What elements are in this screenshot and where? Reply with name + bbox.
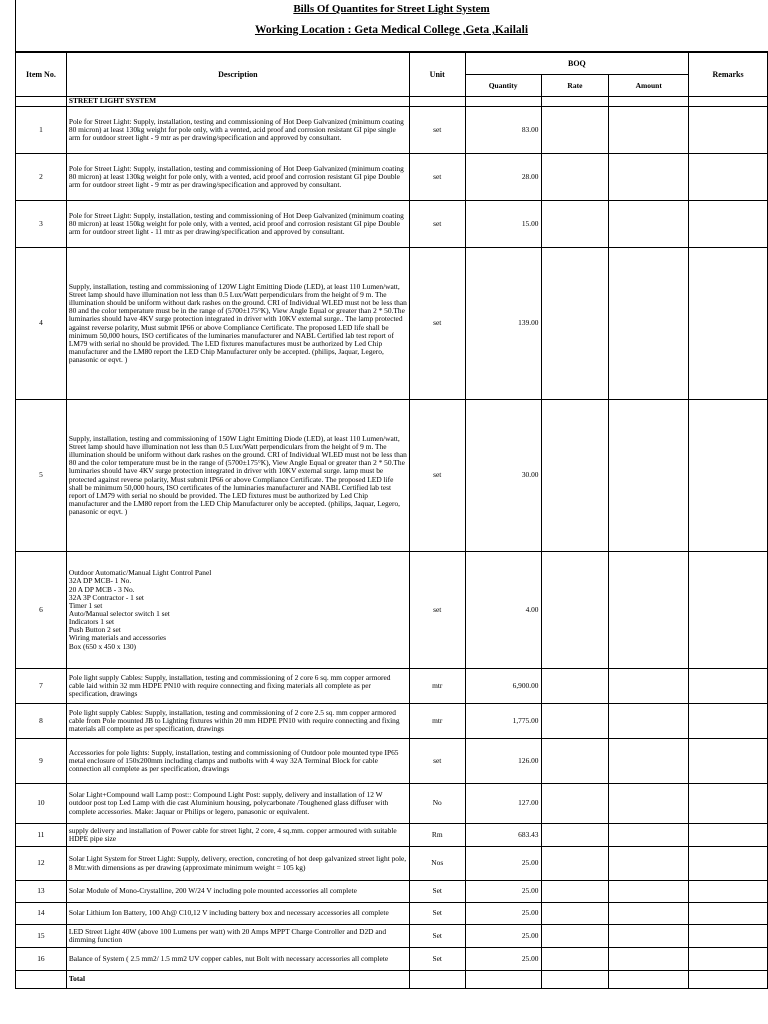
- item-amount: [609, 704, 689, 739]
- item-description: Solar Lithium Ion Battery, 100 Ah@ C10,12 V including battery box and necessary accessories all complete: [66, 903, 409, 925]
- column-header-amount: Amount: [609, 75, 689, 97]
- item-quantity: 126.00: [465, 739, 541, 784]
- total-row: [16, 971, 768, 989]
- item-rate: [541, 248, 609, 400]
- item-remarks: [689, 400, 768, 552]
- item-description: Solar Light+Compound wall Lamp post:: Compound Light Post: supply, delivery and installation of 12 W outdoor post top Led Lamp with die cast Aluminium housing, polycarbonate /Toughened glass diffuser with complete accessories. Make: Jaquar or Philips or legero, panasonic or equivalent.: [66, 784, 409, 824]
- item-number: 2: [16, 154, 67, 201]
- item-quantity: 25.00: [465, 925, 541, 948]
- item-number: 4: [16, 248, 67, 400]
- item-remarks: [689, 824, 768, 847]
- item-remarks: [689, 903, 768, 925]
- item-description: Balance of System ( 2.5 mm2/ 1.5 mm2 UV copper cables, nut Bolt with necessary accessories all complete: [66, 948, 409, 971]
- section-row: [16, 97, 768, 107]
- column-header-description: Description: [66, 53, 409, 97]
- table-row: [16, 847, 768, 881]
- item-remarks: [689, 925, 768, 948]
- item-remarks: [689, 201, 768, 248]
- item-rate: [541, 784, 609, 824]
- table-row: [16, 948, 768, 971]
- item-unit: No: [409, 784, 465, 824]
- table-row: [16, 739, 768, 784]
- item-rate: [541, 824, 609, 847]
- item-remarks: [689, 154, 768, 201]
- item-quantity: 25.00: [465, 948, 541, 971]
- item-amount: [609, 824, 689, 847]
- item-amount: [609, 400, 689, 552]
- item-unit: Set: [409, 948, 465, 971]
- item-amount: [609, 847, 689, 881]
- item-amount: [609, 903, 689, 925]
- table-row: [16, 107, 768, 154]
- item-amount: [609, 784, 689, 824]
- item-amount: [609, 881, 689, 903]
- item-description: Solar Module of Mono-Crystalline, 200 W/24 V including pole mounted accessories all complete: [66, 881, 409, 903]
- table-row: [16, 248, 768, 400]
- item-number: 14: [16, 903, 67, 925]
- item-description: Pole light supply Cables: Supply, installation, testing and commissioning of 2 core 6 sq. mm copper armored cable laid within 32 mm HDPE PN10 with require connecting and fixing materials all complete as per specification, drawings: [66, 669, 409, 704]
- table-row: [16, 881, 768, 903]
- item-rate: [541, 107, 609, 154]
- total-label: Total: [66, 971, 409, 989]
- item-quantity: 4.00: [465, 552, 541, 669]
- item-remarks: [689, 784, 768, 824]
- item-rate: [541, 154, 609, 201]
- item-description: Pole light supply Cables: Supply, installation, testing and commissioning of 2 core 2.5 sq. mm copper armored cable from Pole mounted JB to Lighting fixtures within 20 mm HDPE PN10 with require connecting and fixing materials all complete as per specification, drawings: [66, 704, 409, 739]
- item-remarks: [689, 739, 768, 784]
- working-location: Working Location : Geta Medical College ,Geta ,Kailali: [254, 24, 529, 36]
- item-quantity: 6,900.00: [465, 669, 541, 704]
- item-quantity: 30.00: [465, 400, 541, 552]
- column-header-remarks: Remarks: [689, 53, 768, 97]
- item-unit: mtr: [409, 704, 465, 739]
- column-header-boq: BOQ: [465, 53, 688, 75]
- boq-body: [16, 97, 768, 971]
- table-row: [16, 824, 768, 847]
- item-description: Pole for Street Light: Supply, installation, testing and commissioning of Hot Deep Galvanized (minimum coating 80 micron) at least 130kg weight for pole only, with a vented, acid proof and corrosion resistant GI pipe single arm for outdoor street light - 9 mtr as per drawing/specification and approved by consultant.: [66, 107, 409, 154]
- item-unit: set: [409, 400, 465, 552]
- item-number: 16: [16, 948, 67, 971]
- item-unit: set: [409, 107, 465, 154]
- table-row: [16, 669, 768, 704]
- boq-table: [15, 52, 768, 989]
- item-unit: Rm: [409, 824, 465, 847]
- item-description: LED Street Light 40W (above 100 Lumens per watt) with 20 Amps MPPT Charge Controller and D2D and dimming function: [66, 925, 409, 948]
- table-row: [16, 925, 768, 948]
- item-number: 3: [16, 201, 67, 248]
- item-unit: set: [409, 154, 465, 201]
- table-row: [16, 704, 768, 739]
- table-row: [16, 201, 768, 248]
- item-unit: Set: [409, 925, 465, 948]
- table-row: [16, 784, 768, 824]
- item-quantity: 83.00: [465, 107, 541, 154]
- item-number: 8: [16, 704, 67, 739]
- item-quantity: 28.00: [465, 154, 541, 201]
- column-header-item-no: Item No.: [16, 53, 67, 97]
- item-remarks: [689, 552, 768, 669]
- column-header-rate: Rate: [541, 75, 609, 97]
- column-header-unit: Unit: [409, 53, 465, 97]
- item-amount: [609, 948, 689, 971]
- item-number: 9: [16, 739, 67, 784]
- item-description: Supply, installation, testing and commissioning of 120W Light Emitting Diode (LED), at least 110 Lumen/watt, Street lamp should have illumination not less than 0.5 Lux/Watt perpendiculars from the height of 9 m. The illumination should be uniform without dark rashes on the ground. CRI of Individual WLED must not be less than 80 and the color temperature must be in the range of (5700±175°K), View Angle Equal or greater than 2 * 50.The luminaries should have 4KV surge protection integrated in driver with 10KV external surge.. The lamp protected against reverse polarity, Must submit IP66 or above Compliance Certificate. The proposed LED life shall be minimum 50,000 hours, ISO certificates of the luminaries manufacturer and NABL Certified lab test report of LM79 with serial no should be provided. The LED fixtures manufactures must be authorized by Led Chip manufacturer and the LM80 report the LED Chip Manufacturer only be accepted. (philips, Jaquar, Legero, panasonic or eqvt. ): [66, 248, 409, 400]
- item-amount: [609, 669, 689, 704]
- item-rate: [541, 704, 609, 739]
- item-description: Solar Light System for Street Light: Supply, delivery, erection, concreting of hot deep galvanized street light pole, 8 Mtr.with dimensions as per drawing (approximate minimum weight = 105 kg): [66, 847, 409, 881]
- item-number: 1: [16, 107, 67, 154]
- item-quantity: 1,775.00: [465, 704, 541, 739]
- table-row: [16, 154, 768, 201]
- table-row: [16, 552, 768, 669]
- item-remarks: [689, 107, 768, 154]
- item-number: 7: [16, 669, 67, 704]
- item-remarks: [689, 881, 768, 903]
- item-number: 10: [16, 784, 67, 824]
- item-number: 11: [16, 824, 67, 847]
- item-quantity: 15.00: [465, 201, 541, 248]
- total-amount: [609, 971, 689, 989]
- item-number: 5: [16, 400, 67, 552]
- document-title: Bills Of Quantites for Street Light System: [293, 3, 490, 15]
- item-rate: [541, 201, 609, 248]
- item-amount: [609, 154, 689, 201]
- item-rate: [541, 948, 609, 971]
- item-amount: [609, 925, 689, 948]
- item-description: Supply, installation, testing and commissioning of 150W Light Emitting Diode (LED), at least 110 Lumen/watt, Street lamp should have illumination not less than 0.5 Lux/Watt perpendiculars from the height of 9 m. The illumination should be uniform without dark rashes on the ground. CRI of Individual WLED must not be less than 80 and the color temperature must be in the range of (5700±175°K), View Angle Equal or greater than 2 * 50.The luminaries should have 4KV surge protection integrated in driver with 10KV external surge. lamp must be protected against reverse polarity, Must submit IP66 or above Compliance Certificate. The proposed LED life shall be minimum 50,000 hours, ISO certificates of the luminaries manufacturer and NABL Certified lab test report of LM79 with serial no should be provided. The LED fixtures must be authorized by Led Chip manufacturer and the LM80 report from the LED Chip Manufacturer only be accepted. (philips, Jaquar, Legero, panasonic or eqvt. ): [66, 400, 409, 552]
- item-unit: set: [409, 201, 465, 248]
- column-header-quantity: Quantity: [465, 75, 541, 97]
- item-amount: [609, 552, 689, 669]
- item-quantity: 25.00: [465, 847, 541, 881]
- item-number: 15: [16, 925, 67, 948]
- item-unit: Nos: [409, 847, 465, 881]
- item-description: Accessories for pole lights: Supply, installation, testing and commissioning of Outdoor pole mounted type IP65 metal enclosure of 150x200mm including clamps and nutbolts with 4 way 32A Terminal Block for cable connection all complete as per specification, drawings: [66, 739, 409, 784]
- item-amount: [609, 739, 689, 784]
- item-number: 12: [16, 847, 67, 881]
- item-rate: [541, 903, 609, 925]
- item-rate: [541, 552, 609, 669]
- item-remarks: [689, 847, 768, 881]
- item-unit: set: [409, 248, 465, 400]
- item-unit: Set: [409, 881, 465, 903]
- item-unit: mtr: [409, 669, 465, 704]
- item-number: 6: [16, 552, 67, 669]
- table-row: [16, 903, 768, 925]
- item-quantity: 25.00: [465, 903, 541, 925]
- item-quantity: 127.00: [465, 784, 541, 824]
- item-rate: [541, 669, 609, 704]
- item-number: 13: [16, 881, 67, 903]
- item-rate: [541, 400, 609, 552]
- table-row: [16, 400, 768, 552]
- item-rate: [541, 847, 609, 881]
- item-quantity: 25.00: [465, 881, 541, 903]
- item-rate: [541, 739, 609, 784]
- item-remarks: [689, 669, 768, 704]
- item-quantity: 683.43: [465, 824, 541, 847]
- item-amount: [609, 201, 689, 248]
- item-amount: [609, 107, 689, 154]
- item-rate: [541, 925, 609, 948]
- item-unit: set: [409, 552, 465, 669]
- item-unit: set: [409, 739, 465, 784]
- item-description: supply delivery and installation of Power cable for street light, 2 core, 4 sq.mm. copper armoured with suitable HDPE pipe size: [66, 824, 409, 847]
- item-rate: [541, 881, 609, 903]
- item-unit: Set: [409, 903, 465, 925]
- item-amount: [609, 248, 689, 400]
- item-description: Pole for Street Light: Supply, installation, testing and commissioning of Hot Deep Galvanized (minimum coating 80 micron) at least 150kg weight for pole only, with a vented, acid proof and corrosion resistant GI pipe Double arm for outdoor street light - 11 mtr as per drawing/specification and approved by consultant.: [66, 201, 409, 248]
- item-quantity: 139.00: [465, 248, 541, 400]
- item-description: Pole for Street Light: Supply, installation, testing and commissioning of Hot Deep Galvanized (minimum coating 80 micron) at least 130kg weight for pole only, with a vented, acid proof and corrosion resistant GI pipe Double arm for outdoor street light - 9 mtr as per drawing/specification and approved by consultant.: [66, 154, 409, 201]
- item-description: Outdoor Automatic/Manual Light Control Panel 32A DP MCB- 1 No. 20 A DP MCB - 3 No. 32A 3P Contractor - 1 set Timer 1 set Auto/Manual selector switch 1 set Indicators 1 set Push Button 2 set Wiring materials and accessories Box (650 x 450 x 130): [66, 552, 409, 669]
- section-title: STREET LIGHT SYSTEM: [66, 97, 409, 107]
- item-remarks: [689, 704, 768, 739]
- item-remarks: [689, 248, 768, 400]
- item-remarks: [689, 948, 768, 971]
